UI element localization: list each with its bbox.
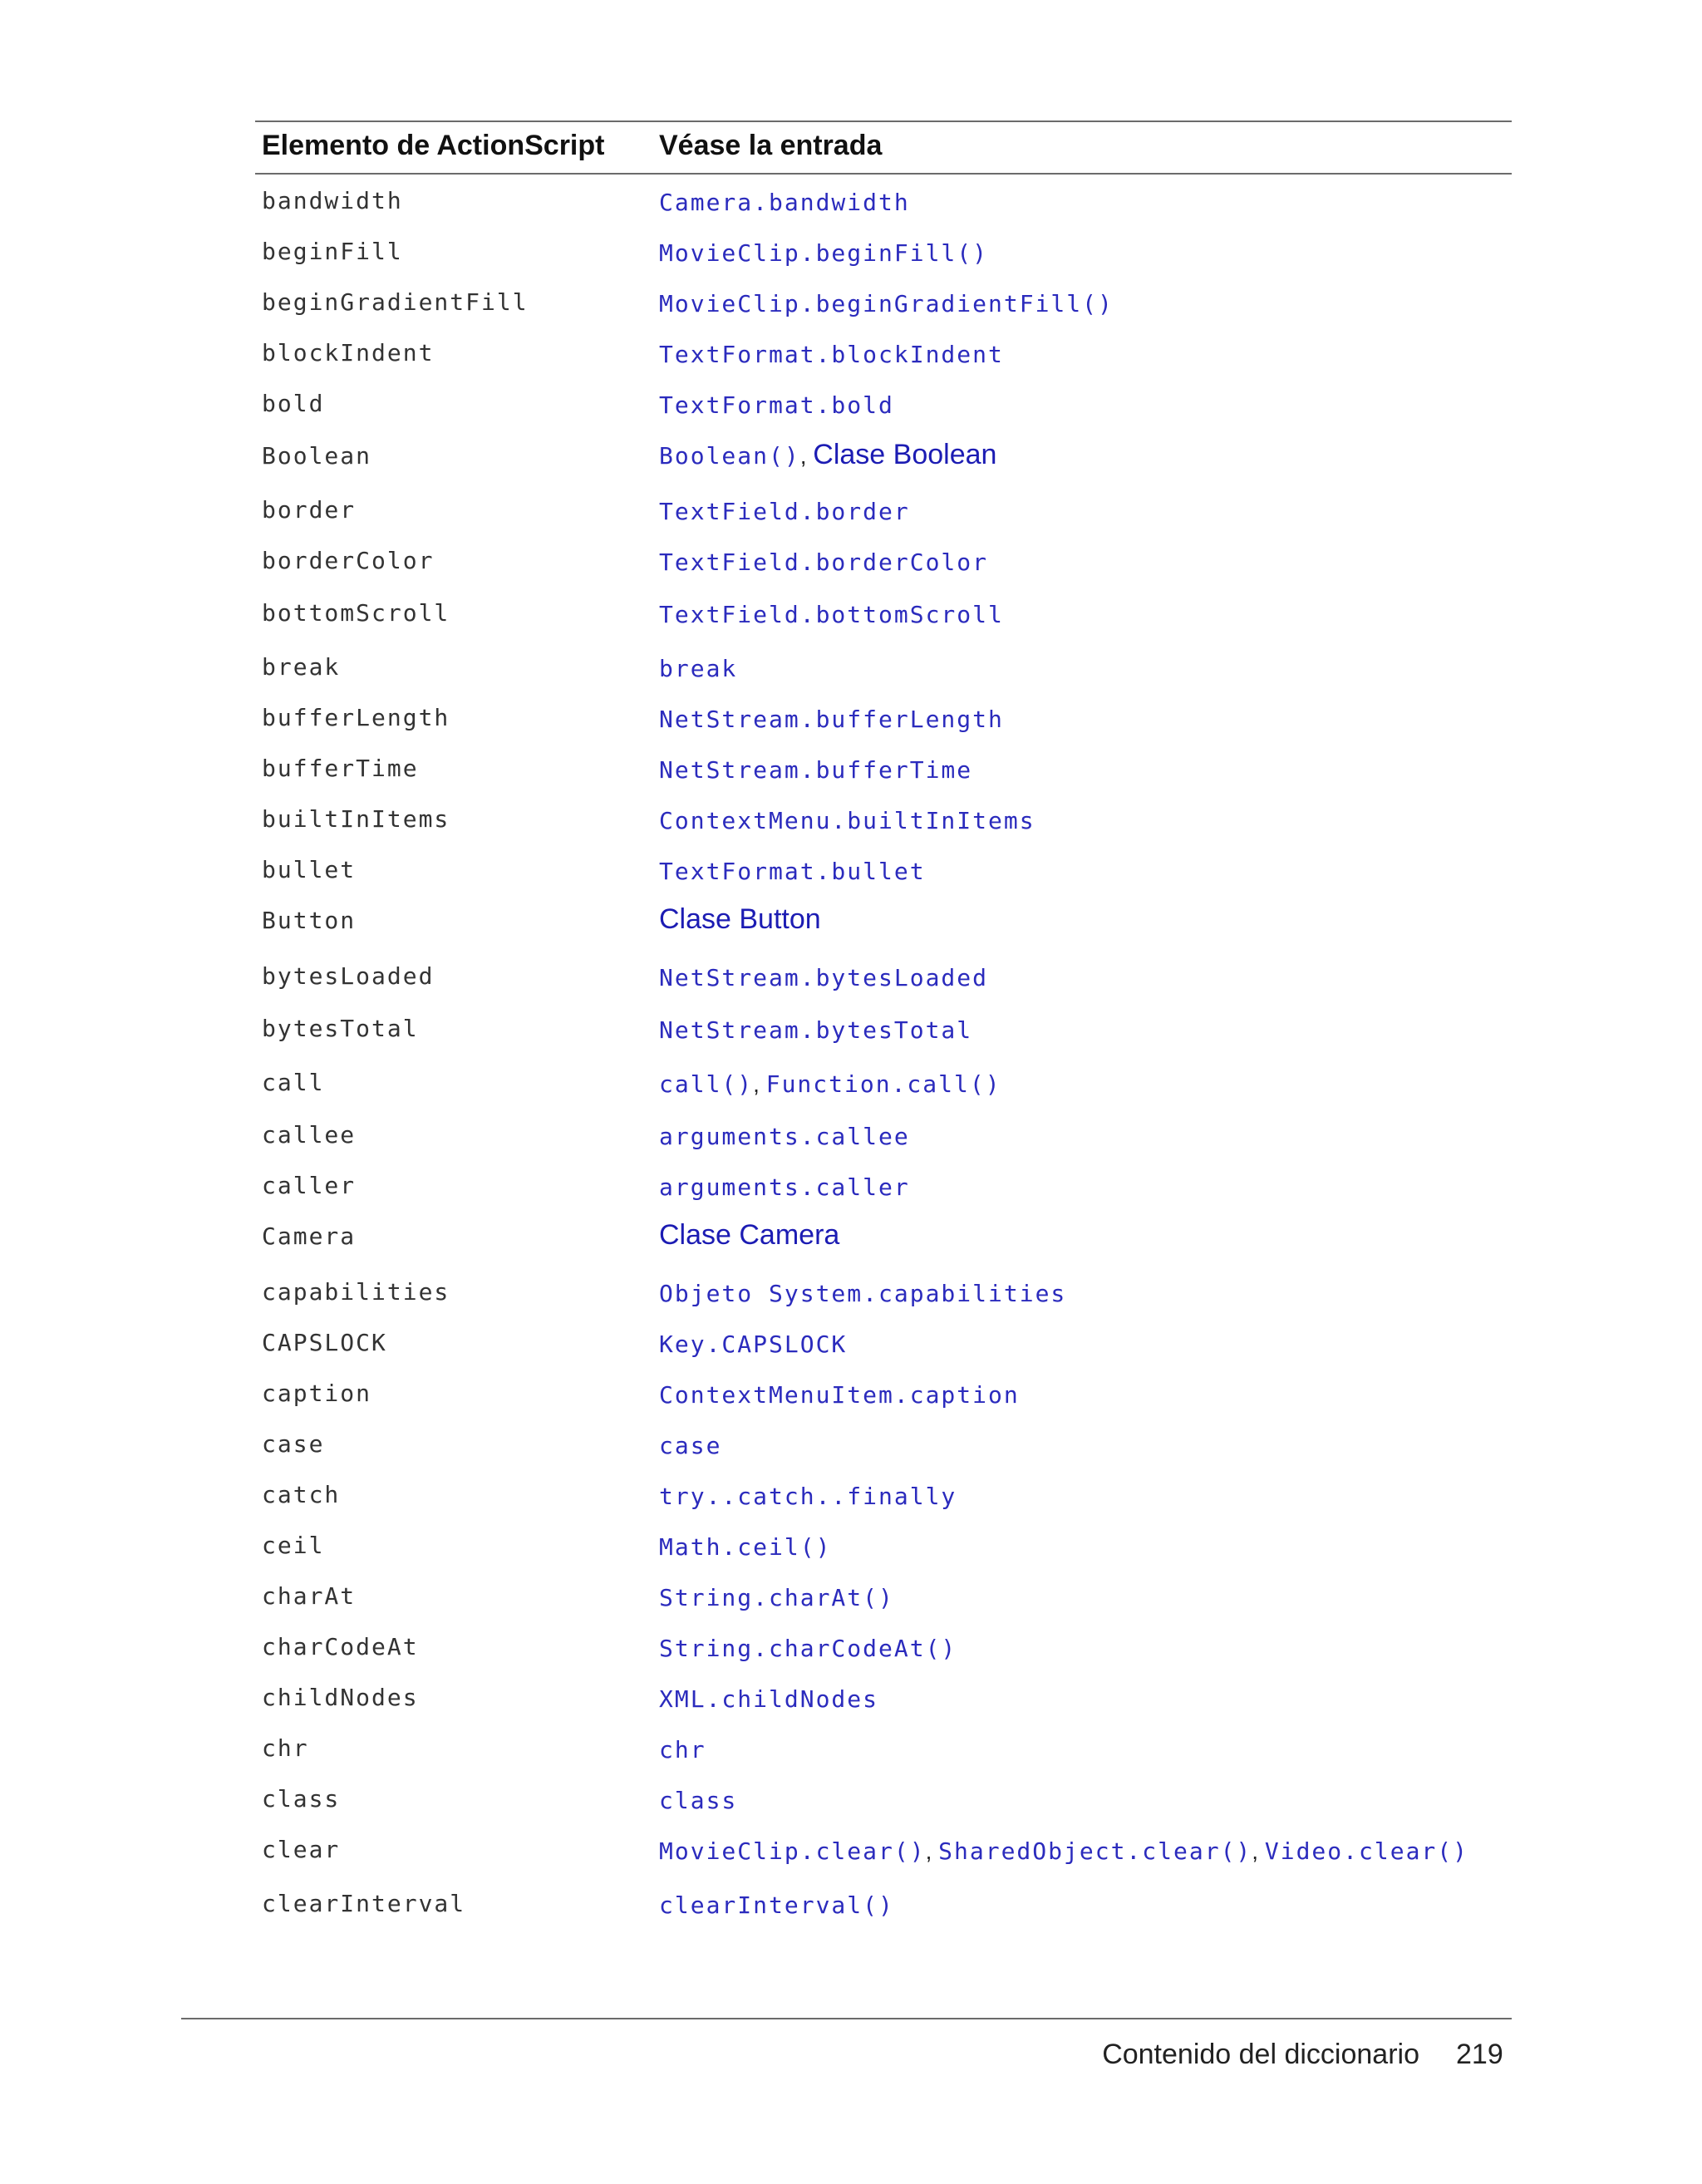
table-row	[0, 1012, 1702, 1049]
reference-link[interactable]: Camera.bandwidth	[659, 189, 910, 216]
table-row	[0, 1887, 1702, 1924]
see-entry-cell	[659, 1120, 910, 1153]
see-entry-cell	[659, 804, 1035, 838]
see-entry-cell	[659, 1683, 878, 1716]
actionscript-element: catch	[262, 1481, 341, 1508]
reference-link[interactable]: String.charCodeAt()	[659, 1635, 957, 1662]
see-entry-cell	[659, 1218, 839, 1253]
column-header-element: Elemento de ActionScript	[262, 130, 605, 161]
reference-link[interactable]: Objeto System.capabilities	[659, 1280, 1067, 1307]
see-entry-cell	[659, 288, 1114, 321]
table-row	[0, 1478, 1702, 1515]
table-row	[0, 701, 1702, 738]
see-entry-cell	[659, 495, 910, 529]
reference-link[interactable]: arguments.callee	[659, 1123, 910, 1150]
table-row	[0, 235, 1702, 272]
see-entry-cell	[659, 855, 926, 888]
see-entry-cell	[659, 598, 1004, 632]
actionscript-element: bufferLength	[262, 704, 450, 731]
table-row	[0, 184, 1702, 221]
see-entry-cell	[659, 962, 988, 995]
table-row	[0, 1529, 1702, 1566]
actionscript-element: ceil	[262, 1532, 325, 1559]
actionscript-element: case	[262, 1430, 325, 1458]
table-row	[0, 1681, 1702, 1718]
reference-link[interactable]: Clase Boolean	[813, 439, 997, 470]
see-entry-cell	[659, 1734, 706, 1767]
see-entry-cell	[659, 1835, 1468, 1868]
table-top-rule	[255, 121, 1512, 122]
reference-link[interactable]: NetStream.bytesTotal	[659, 1016, 973, 1044]
reference-link[interactable]: TextField.borderColor	[659, 548, 989, 576]
reference-link[interactable]: NetStream.bytesLoaded	[659, 964, 989, 991]
table-header-rule	[255, 173, 1512, 175]
reference-link[interactable]: Clase Button	[659, 903, 821, 935]
table-row	[0, 1631, 1702, 1667]
reference-link[interactable]: XML.childNodes	[659, 1685, 879, 1713]
reference-link[interactable]: MovieClip.clear()	[659, 1837, 926, 1865]
actionscript-element: bytesLoaded	[262, 962, 435, 990]
column-header-see-entry: Véase la entrada	[659, 130, 883, 161]
actionscript-element: break	[262, 653, 341, 681]
table-row	[0, 286, 1702, 322]
reference-link[interactable]: TextFormat.blockIndent	[659, 341, 1004, 368]
table-row	[0, 1580, 1702, 1616]
actionscript-element: bold	[262, 390, 325, 417]
actionscript-element: bytesTotal	[262, 1015, 419, 1042]
reference-separator: ,	[753, 1071, 766, 1097]
table-row	[0, 1732, 1702, 1768]
reference-link[interactable]: Key.CAPSLOCK	[659, 1331, 848, 1358]
see-entry-cell	[659, 652, 737, 686]
table-row	[0, 651, 1702, 687]
footer-title: Contenido del diccionario	[1102, 2039, 1419, 2070]
actionscript-element: charAt	[262, 1582, 357, 1610]
reference-link[interactable]: Video.clear()	[1264, 1837, 1469, 1865]
table-row	[0, 1169, 1702, 1206]
actionscript-element: beginFill	[262, 238, 403, 265]
table-row	[0, 1428, 1702, 1464]
table-row	[0, 853, 1702, 890]
reference-link[interactable]: TextFormat.bullet	[659, 858, 926, 885]
actionscript-element: blockIndent	[262, 339, 435, 366]
table-row	[0, 1326, 1702, 1363]
reference-link[interactable]: String.charAt()	[659, 1584, 894, 1611]
reference-link[interactable]: MovieClip.beginFill()	[659, 239, 989, 267]
actionscript-element: class	[262, 1785, 341, 1813]
reference-link[interactable]: clearInterval()	[659, 1891, 894, 1919]
see-entry-cell	[659, 903, 821, 937]
reference-link[interactable]: Clase Camera	[659, 1219, 840, 1251]
see-entry-cell	[659, 754, 972, 787]
table-row	[0, 337, 1702, 373]
see-entry-cell	[659, 237, 988, 270]
see-entry-cell	[659, 1277, 1066, 1311]
actionscript-element: charCodeAt	[262, 1633, 419, 1660]
actionscript-element: bufferTime	[262, 755, 419, 782]
table-row	[0, 1783, 1702, 1819]
actionscript-element: callee	[262, 1121, 357, 1149]
actionscript-element: bottomScroll	[262, 599, 450, 627]
actionscript-element: caller	[262, 1172, 357, 1199]
reference-link[interactable]: arguments.caller	[659, 1173, 910, 1201]
see-entry-cell	[659, 338, 1004, 371]
reference-link[interactable]: case	[659, 1432, 722, 1459]
see-entry-cell	[659, 546, 988, 579]
reference-link[interactable]: MovieClip.beginGradientFill()	[659, 290, 1114, 317]
actionscript-element: clear	[262, 1836, 341, 1863]
see-entry-cell	[659, 1429, 721, 1463]
actionscript-element: Button	[262, 907, 357, 934]
see-entry-cell	[659, 1014, 972, 1047]
actionscript-element: bullet	[262, 856, 357, 883]
reference-link[interactable]: Math.ceil()	[659, 1533, 832, 1561]
actionscript-element: call	[262, 1069, 325, 1096]
reference-separator: ,	[925, 1838, 939, 1864]
table-row	[0, 1833, 1702, 1870]
actionscript-element: CAPSLOCK	[262, 1329, 387, 1356]
reference-link[interactable]: Boolean()	[659, 442, 800, 470]
table-row	[0, 1220, 1702, 1257]
see-entry-cell	[659, 186, 910, 219]
actionscript-element: borderColor	[262, 547, 435, 574]
reference-link[interactable]: Function.call()	[765, 1070, 1001, 1098]
reference-link[interactable]: chr	[659, 1736, 706, 1763]
reference-link[interactable]: SharedObject.clear()	[938, 1837, 1252, 1865]
table-row	[0, 803, 1702, 839]
table-row	[0, 1066, 1702, 1103]
actionscript-element: childNodes	[262, 1684, 419, 1711]
actionscript-element: clearInterval	[262, 1890, 466, 1917]
table-row	[0, 597, 1702, 633]
see-entry-cell	[659, 1632, 957, 1665]
reference-link[interactable]: TextField.border	[659, 498, 910, 525]
reference-link[interactable]: try..catch..finally	[659, 1483, 957, 1510]
see-entry-cell	[659, 1784, 737, 1818]
reference-link[interactable]: NetStream.bufferLength	[659, 706, 1004, 733]
actionscript-element: bandwidth	[262, 187, 403, 214]
actionscript-element: builtInItems	[262, 805, 450, 833]
reference-link[interactable]: TextFormat.bold	[659, 391, 894, 419]
see-entry-cell	[659, 1328, 847, 1361]
see-entry-cell	[659, 1581, 894, 1615]
reference-link[interactable]: break	[659, 655, 738, 682]
see-entry-cell	[659, 1480, 957, 1513]
table-row	[0, 752, 1702, 789]
see-entry-cell	[659, 1068, 1001, 1101]
reference-link[interactable]: ContextMenu.builtInItems	[659, 807, 1035, 834]
see-entry-cell	[659, 1889, 894, 1922]
table-row	[0, 494, 1702, 530]
see-entry-cell	[659, 1531, 831, 1564]
table-row	[0, 544, 1702, 581]
page-number: 219	[1456, 2039, 1503, 2070]
reference-link[interactable]: call()	[659, 1070, 754, 1098]
see-entry-cell	[659, 703, 1004, 736]
actionscript-element: caption	[262, 1380, 372, 1407]
actionscript-element: capabilities	[262, 1278, 450, 1306]
see-entry-cell	[659, 389, 894, 422]
see-entry-cell	[659, 438, 996, 473]
actionscript-element: border	[262, 496, 357, 524]
see-entry-cell	[659, 1171, 910, 1204]
reference-separator: ,	[799, 443, 814, 469]
table-row	[0, 904, 1702, 941]
table-row	[0, 440, 1702, 476]
footer-rule	[181, 2018, 1512, 2019]
reference-link[interactable]: class	[659, 1787, 738, 1814]
reference-link[interactable]: NetStream.bufferTime	[659, 756, 973, 784]
table-row	[0, 1276, 1702, 1312]
reference-link[interactable]: TextField.bottomScroll	[659, 601, 1004, 628]
table-row	[0, 387, 1702, 424]
reference-separator: ,	[1252, 1838, 1265, 1864]
actionscript-element: beginGradientFill	[262, 288, 529, 316]
table-row	[0, 1119, 1702, 1155]
actionscript-element: chr	[262, 1734, 309, 1762]
table-row	[0, 1377, 1702, 1414]
reference-link[interactable]: ContextMenuItem.caption	[659, 1381, 1020, 1409]
actionscript-element: Camera	[262, 1222, 357, 1250]
actionscript-element: Boolean	[262, 442, 372, 470]
table-row	[0, 960, 1702, 996]
see-entry-cell	[659, 1379, 1020, 1412]
